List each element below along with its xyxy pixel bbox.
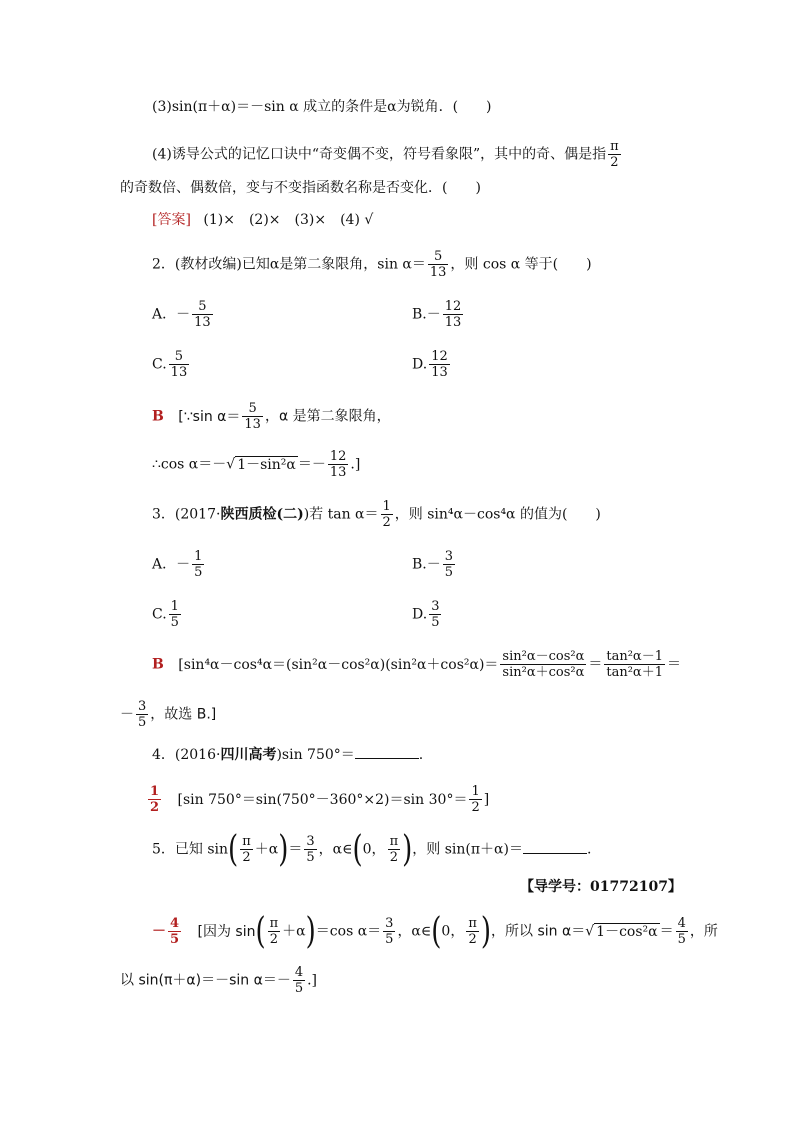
q4-solution: $\frac{1}{2}$ [sin 750°＝sin(750°－360°×2)＝sin 30°＝ $\frac{1}{2}$ ] bbox=[150, 784, 490, 815]
q3-option-b: B.－ $\frac{3}{5}$ bbox=[412, 549, 454, 580]
q5-solution-line2: 以 sin(π＋α)＝－sin α＝－ $\frac{4}{5}$ .] bbox=[120, 965, 318, 996]
fraction: $\frac{\pi}{2}$ bbox=[610, 139, 619, 170]
answer-line bbox=[152, 210, 373, 230]
q2-option-d: D. $\frac{12}{13}$ bbox=[412, 349, 448, 380]
fraction: $\frac{5}{13}$ bbox=[429, 249, 447, 280]
statement-3: (3)sin(π＋α)＝－sin α 成立的条件是α为锐角．( ) bbox=[152, 99, 492, 115]
statement-4-line1: (4)诱导公式的记忆口诀中“奇变偶不变，符号看象限”，其中的奇、偶是指 $\frac{\pi}{2}$ bbox=[152, 139, 619, 170]
q2-solution-line1: B [∵sin α＝ $\frac{5}{13}$ ，α 是第二象限角， bbox=[152, 401, 391, 432]
q4-answer: $\frac{1}{2}$ bbox=[150, 784, 160, 815]
question-5-stem: 5．已知 sin( $\frac{\pi}{2}$ ＋α)＝ $\frac{3}{5}$ ，α∈(0， $\frac{\pi}{2}$ )，则 sin(π＋α)＝ . bbox=[152, 828, 592, 871]
answer-tag: [答案] bbox=[152, 212, 191, 228]
q3-option-d: D. $\frac{3}{5}$ bbox=[412, 599, 440, 630]
q3-option-a: A．－ $\frac{1}{5}$ bbox=[152, 549, 203, 580]
q2-answer-letter: B bbox=[152, 408, 164, 425]
q3-solution-line1: B [sin⁴α－cos⁴α＝(sin²α－cos²α)(sin²α＋cos²α)＝ $\frac{\text{sin²α－cos²α}}{\text{sin²α＋cos²α}}$ ＝ $\frac{\text{tan²α－1}}{\text{tan²α＋1}}$ ＝ bbox=[152, 649, 681, 680]
guide-number: 【导学号：01772107】 bbox=[520, 879, 682, 895]
q2-solution-line2: ∴cos α＝－√ 1－sin²α ＝－ $\frac{12}{13}$ .] bbox=[152, 449, 361, 480]
statement-4-line2: 的奇数倍、偶数倍，变与不变指函数名称是否变化．( ) bbox=[120, 180, 481, 196]
q3-solution-line2: － $\frac{3}{5}$ ，故选 B.] bbox=[120, 699, 217, 730]
question-3-stem: 3．(2017·陕西质检(二))若 tan α＝ $\frac{1}{2}$ ，则 sin⁴α－cos⁴α 的值为( ) bbox=[152, 499, 601, 530]
q2-option-b: B.－ $\frac{12}{13}$ bbox=[412, 299, 462, 330]
answer-blank bbox=[355, 744, 419, 759]
q5-answer: $\frac{4}{5}$ bbox=[170, 916, 180, 947]
q2-option-c: C. $\frac{5}{13}$ bbox=[152, 349, 188, 380]
q3-option-c: C. $\frac{1}{5}$ bbox=[152, 599, 179, 630]
q2-option-a: A．－ $\frac{5}{13}$ bbox=[152, 299, 211, 330]
answer-text: (1)× (2)× (3)× (4) √ bbox=[203, 212, 374, 228]
answer-blank bbox=[523, 839, 587, 854]
q3-answer-letter: B bbox=[152, 656, 164, 673]
question-4-stem: 4．(2016·四川高考)sin 750°＝ . bbox=[152, 744, 423, 765]
question-2-stem: 2．(教材改编)已知α是第二象限角，sin α＝ $\frac{5}{13}$ ，则 cos α 等于( ) bbox=[152, 249, 592, 280]
q5-solution-line1: － $\frac{4}{5}$ [因为 sin( $\frac{\pi}{2}$ ＋α)＝cos α＝ $\frac{3}{5}$ ，α∈(0， $\frac{\pi}{2}$ )，所以 sin α＝√ 1－cos²α ＝ $\frac{4}{5}$ ，所 bbox=[152, 910, 718, 953]
